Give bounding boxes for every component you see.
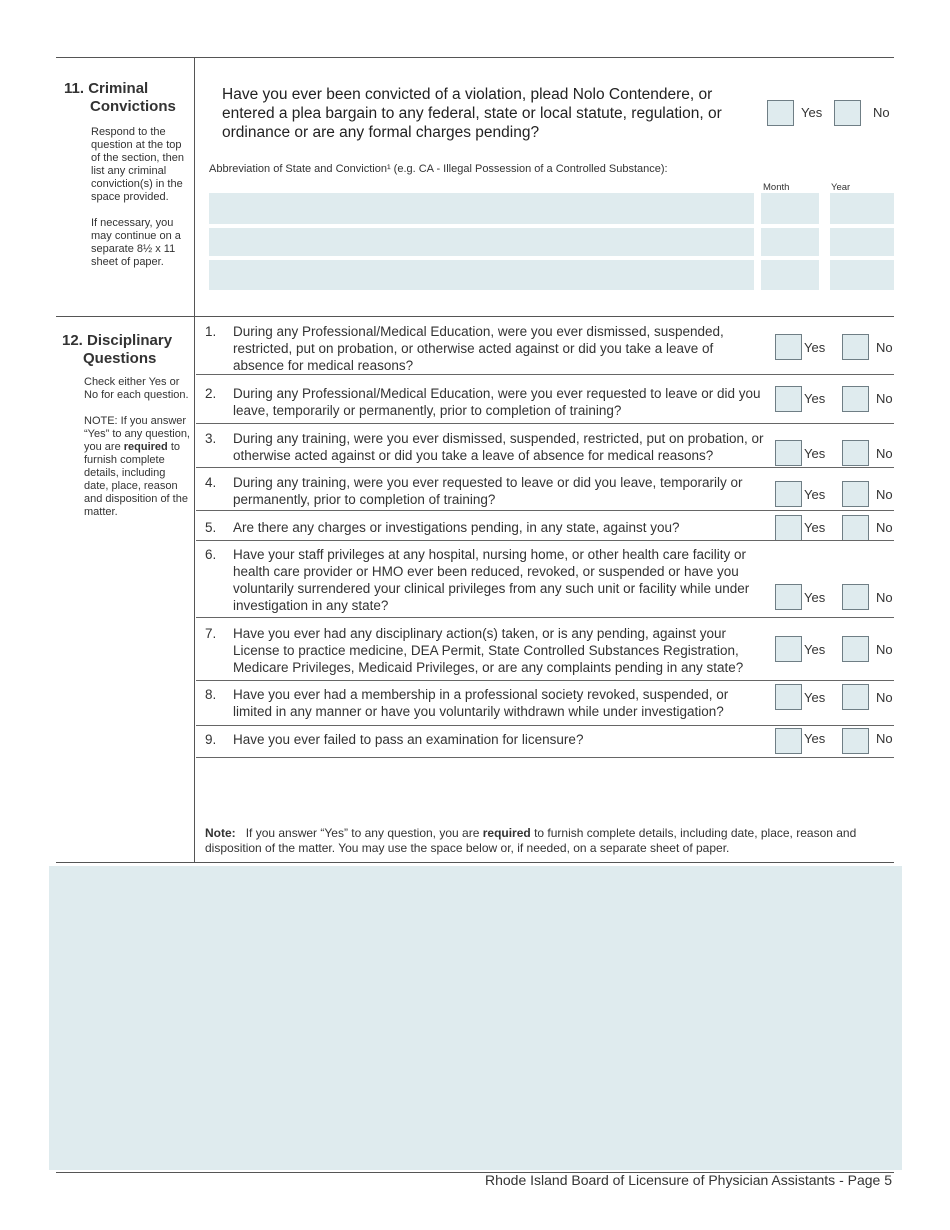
no-label: No [876,731,893,746]
question-text: During any Professional/Medical Education, were you ever dismissed, suspended, restricted, put on probation, or otherwise acted against or did you take a leave of absence for medical reasons? [233,324,724,373]
no-label: No [876,446,893,461]
row-divider [196,423,894,424]
instruction-text: Respond to the question at the top of the section, then list any criminal conviction(s) in the space provided. [91,126,184,203]
top-rule [56,57,894,58]
yes-label: Yes [804,446,826,461]
section-title-line2: Convictions [90,98,176,115]
column-divider [194,57,195,862]
yes-label: Yes [804,391,826,406]
section-number: 12. [62,332,83,349]
year-input[interactable] [830,260,894,290]
question-number: 2. [205,386,217,401]
yes-label: Yes [801,105,823,120]
yes-label: Yes [804,487,826,502]
no-label: No [876,391,893,406]
question-number: 5. [205,520,217,535]
q2-no-checkbox[interactable] [842,386,869,412]
row-divider [196,540,894,541]
yes-label: Yes [804,590,826,605]
q5-yes-checkbox[interactable] [775,515,802,541]
section-11-instructions [91,126,191,282]
row-divider [196,510,894,511]
page-footer: Rhode Island Board of Licensure of Physician Assistants - Page 5 [484,1172,892,1188]
q6-no-checkbox[interactable] [842,584,869,610]
details-text-area[interactable] [49,866,902,1170]
instruction-note: NOTE: If you answer “Yes” to any question, you are required to furnish complete details, including date, place, reason and disposition of the matter. [84,415,190,518]
question-number: 4. [205,475,217,490]
conviction-input[interactable] [209,228,754,256]
yes-label: Yes [804,642,826,657]
yes-label: Yes [804,731,826,746]
row-divider [196,757,894,758]
row-divider [196,680,894,681]
conviction-yes-checkbox[interactable] [767,100,794,126]
instruction-text: Check either Yes or No for each question. [84,376,189,401]
q2-yes-checkbox[interactable] [775,386,802,412]
q7-yes-checkbox[interactable] [775,636,802,662]
month-input[interactable] [761,193,819,224]
q7-no-checkbox[interactable] [842,636,869,662]
conviction-no-checkbox[interactable] [834,100,861,126]
month-input[interactable] [761,260,819,290]
question-text: During any training, were you ever dismissed, suspended, restricted, put on probation, or otherwise acted against or did you take a leave of absence for medical reasons? [233,431,764,463]
section-12-title [62,332,172,368]
q8-yes-checkbox[interactable] [775,684,802,710]
conviction-input[interactable] [209,260,754,290]
question-text: Have you ever failed to pass an examination for licensure? [233,732,584,747]
q4-yes-checkbox[interactable] [775,481,802,507]
section-title-line2: Questions [83,350,157,367]
q1-yes-checkbox[interactable] [775,334,802,360]
note-label: Note: [205,826,236,840]
q9-yes-checkbox[interactable] [775,728,802,754]
conviction-field-label: Abbreviation of State and Conviction¹ (e.g. CA - Illegal Possession of a Controlled Substance): [209,163,668,175]
q6-yes-checkbox[interactable] [775,584,802,610]
question-number: 3. [205,431,217,446]
month-column-label: Month [763,182,790,193]
section-12-instructions [84,376,192,532]
question-number: 1. [205,324,217,339]
criminal-conviction-question: Have you ever been convicted of a violation, plead Nolo Contendere, or entered a plea bargain to any federal, state or local statute, regulation, or ordinance or are any formal charges pending? [222,86,722,141]
no-label: No [876,520,893,535]
section-number: 11. [64,80,85,97]
question-text: Have your staff privileges at any hospital, nursing home, or other health care facility or health care provider or HMO ever been reduced, revoked, or suspended or have you voluntarily surrendered your clinical privileges from any such unit or facility while under investigation in any state? [233,547,750,613]
yes-label: Yes [804,340,826,355]
yes-label: Yes [804,690,826,705]
section-divider [56,316,894,317]
no-label: No [876,590,893,605]
section-11-title [64,80,176,116]
q3-yes-checkbox[interactable] [775,440,802,466]
q9-no-checkbox[interactable] [842,728,869,754]
question-number: 6. [205,547,217,562]
row-divider [196,467,894,468]
question-text: During any training, were you ever requested to leave or did you leave, temporarily or permanently, prior to completion of training? [233,475,743,507]
question-text: Are there any charges or investigations pending, in any state, against you? [233,520,680,535]
month-input[interactable] [761,228,819,256]
q3-no-checkbox[interactable] [842,440,869,466]
row-divider [196,617,894,618]
q8-no-checkbox[interactable] [842,684,869,710]
question-number: 9. [205,732,217,747]
year-column-label: Year [831,182,851,193]
conviction-input[interactable] [209,193,754,224]
no-label: No [876,487,893,502]
q1-no-checkbox[interactable] [842,334,869,360]
question-text: Have you ever had any disciplinary action(s) taken, or is any pending, against your License to practice medicine, DEA Permit, State Controlled Substances Registration, Medicare Privileges, Medicaid Privileges, or are any complaints pending in any state? [233,626,744,675]
section-title-line1: Criminal [88,80,149,97]
q4-no-checkbox[interactable] [842,481,869,507]
instruction-text: If necessary, you may continue on a separate 8½ x 11 sheet of paper. [91,217,181,268]
year-input[interactable] [830,228,894,256]
q5-no-checkbox[interactable] [842,515,869,541]
no-label: No [876,340,893,355]
question-text: During any Professional/Medical Education, were you ever requested to leave or did you leave, temporarily or permanently, prior to completion of training? [233,386,761,418]
year-input[interactable] [830,193,894,224]
no-label: No [876,642,893,657]
details-note: Note: If you answer “Yes” to any question, you are required to furnish complete details, including date, place, reason and disposition of the matter. You may use the space below or, if needed, on a separate sheet of paper. [205,826,857,855]
section-title-line1: Disciplinary [87,332,173,349]
row-divider [196,374,894,375]
question-number: 7. [205,626,217,641]
yes-label: Yes [804,520,826,535]
question-text: Have you ever had a membership in a professional society revoked, suspended, or limited in any manner or have you voluntarily withdrawn while under investigation? [233,687,729,719]
bottom-rule [56,862,894,863]
row-divider [196,725,894,726]
question-number: 8. [205,687,217,702]
no-label: No [873,105,890,120]
no-label: No [876,690,893,705]
